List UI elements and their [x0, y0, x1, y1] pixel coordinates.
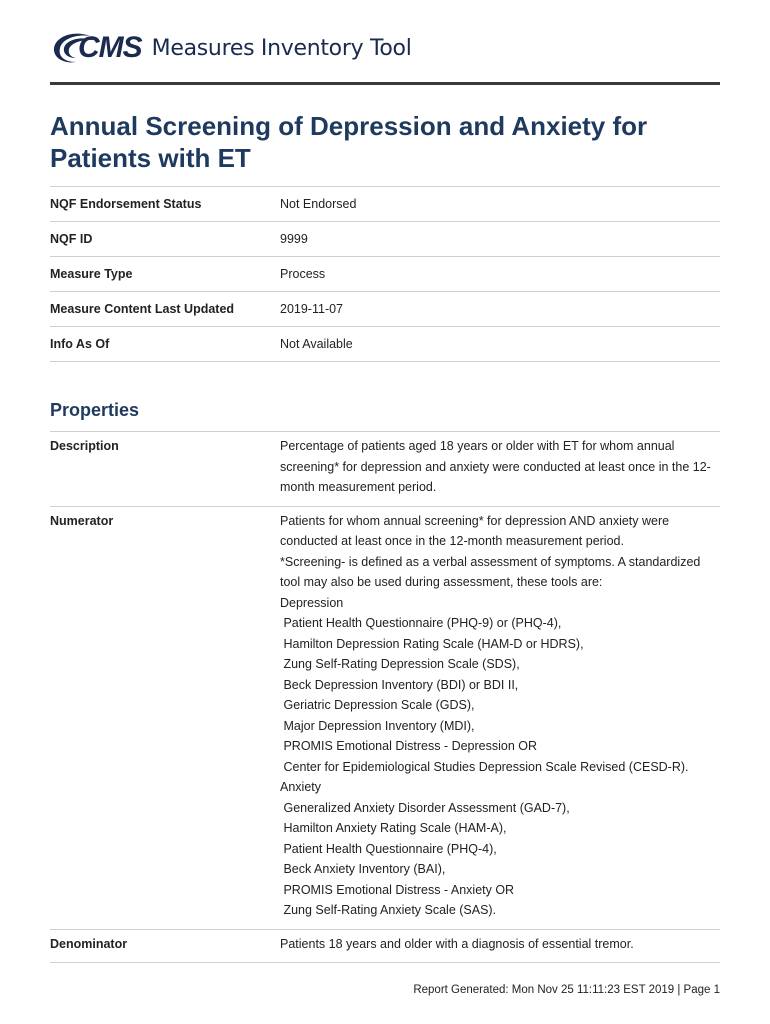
meta-label: Info As Of	[50, 337, 110, 351]
meta-label: Measure Type	[50, 267, 133, 281]
meta-row-endorsement-status	[50, 186, 720, 221]
meta-value: 9999	[280, 232, 308, 246]
property-text-line: PROMIS Emotional Distress - Anxiety OR	[280, 882, 515, 897]
property-label: Numerator	[50, 513, 114, 528]
property-text-line: Patients 18 years and older with a diagnosis of essential tremor.	[280, 936, 634, 951]
meta-value: Not Endorsed	[280, 197, 357, 211]
page-header	[50, 26, 720, 84]
property-label: Denominator	[50, 936, 128, 951]
app-title: Measures Inventory Tool	[151, 35, 412, 61]
property-text-line: *Screening- is defined as a verbal assessment of symptoms. A standardized	[280, 554, 701, 569]
meta-label: NQF Endorsement Status	[50, 197, 202, 211]
property-text-line: Zung Self-Rating Anxiety Scale (SAS).	[280, 903, 497, 917]
measure-summary-table	[50, 186, 720, 362]
property-text-line: Depression	[280, 595, 344, 610]
meta-value: Process	[280, 267, 326, 281]
meta-row-nqf-id	[50, 221, 720, 256]
property-text-line: Zung Self-Rating Depression Scale (SDS),	[280, 657, 520, 671]
property-text-line: Anxiety	[280, 780, 321, 794]
property-text-line: screening* for depression and anxiety were conducted at least once in the 12-	[280, 459, 711, 474]
properties-heading: Properties	[50, 400, 140, 420]
property-label: Description	[50, 439, 119, 453]
property-text-line: PROMIS Emotional Distress - Depression OR	[280, 739, 538, 753]
property-row-numerator	[50, 506, 720, 929]
meta-row-measure-type	[50, 256, 720, 291]
property-text-line: Major Depression Inventory (MDI),	[280, 718, 475, 733]
property-text-line: Patient Health Questionnaire (PHQ-4),	[280, 841, 497, 856]
property-text-line: Generalized Anxiety Disorder Assessment (GAD-7),	[280, 800, 570, 815]
property-text-line: Center for Epidemiological Studies Depression Scale Revised (CESD-R).	[280, 759, 689, 774]
meta-value: 2019-11-07	[280, 302, 344, 316]
cms-logo	[50, 26, 412, 70]
header-divider	[50, 82, 720, 85]
page-title: Annual Screening of Depression and Anxiety for Patients with ET	[50, 111, 648, 173]
property-text-line: Beck Anxiety Inventory (BAI),	[280, 862, 446, 876]
property-text-line: month measurement period.	[280, 480, 437, 494]
meta-label: Measure Content Last Updated	[50, 302, 235, 316]
property-text-line: Patients for whom annual screening* for depression AND anxiety were	[280, 513, 670, 528]
property-text-line: conducted at least once in the 12-month measurement period.	[280, 534, 624, 548]
property-value	[280, 930, 720, 963]
property-row-denominator	[50, 929, 720, 964]
property-value	[280, 507, 720, 929]
property-value	[280, 432, 720, 506]
property-text-line: tool may also be used during assessment, these tools are:	[280, 575, 603, 589]
meta-row-last-updated	[50, 291, 720, 326]
meta-value: Not Available	[280, 337, 353, 351]
property-text-line: Beck Depression Inventory (BDI) or BDI II,	[280, 677, 519, 692]
report-footer: Report Generated: Mon Nov 25 11:11:23 EST 2019 | Page 1	[413, 984, 720, 996]
property-text-line: Geriatric Depression Scale (GDS),	[280, 698, 475, 712]
meta-label: NQF ID	[50, 232, 93, 246]
property-text-line: Hamilton Depression Rating Scale (HAM-D or HDRS),	[280, 636, 584, 651]
logo-text: CMS	[78, 31, 142, 64]
property-text-line: Hamilton Anxiety Rating Scale (HAM-A),	[280, 821, 507, 835]
property-text-line: Patient Health Questionnaire (PHQ-9) or (PHQ-4),	[280, 616, 562, 630]
meta-row-info-as-of	[50, 326, 720, 362]
properties-table	[50, 431, 720, 963]
property-text-line: Percentage of patients aged 18 years or older with ET for whom annual	[280, 439, 675, 453]
property-row-description	[50, 431, 720, 506]
